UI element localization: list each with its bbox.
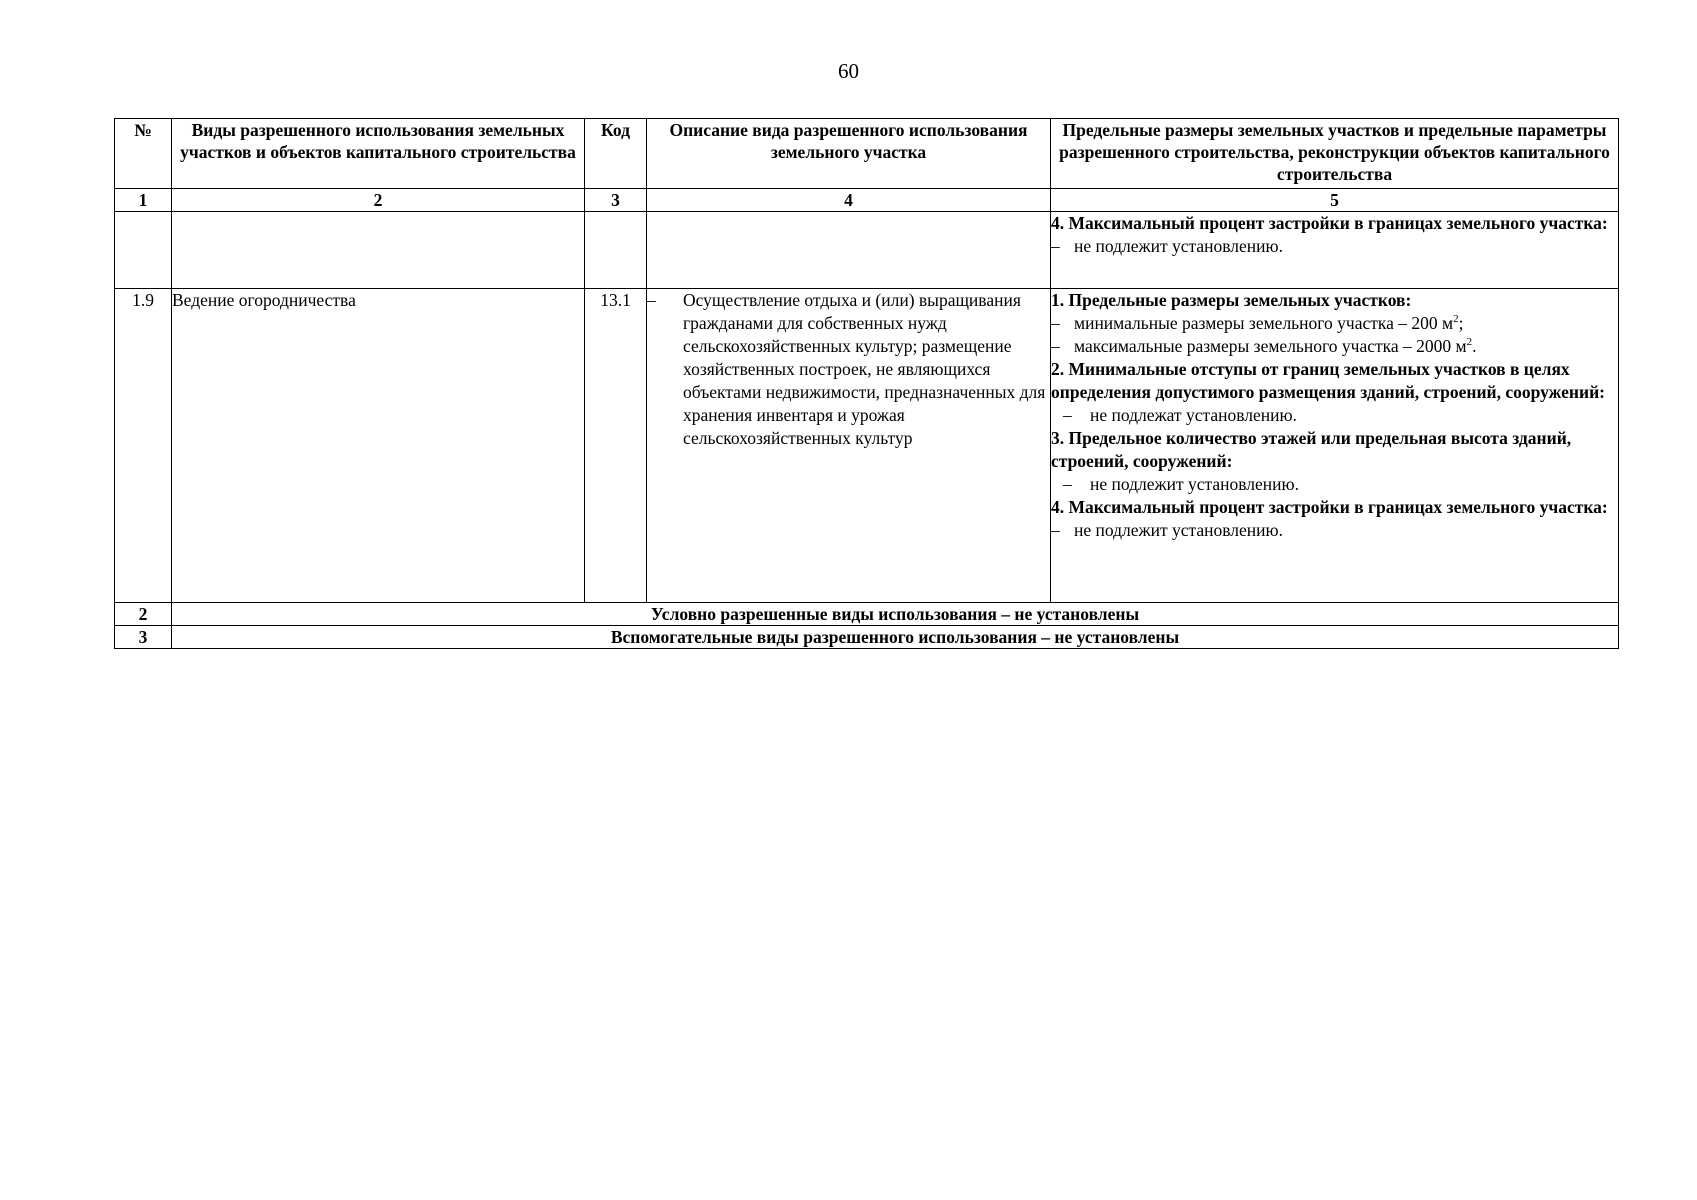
param-heading: 3. Предельное количество этажей или предельная высота зданий, строений, сооружений: [1051,428,1572,471]
param-heading: 4. Максимальный процент застройки в границах земельного участка: [1051,213,1608,233]
list-dash: – [647,290,656,310]
use-code: 13.1 [585,289,647,603]
param-heading: 4. Максимальный процент застройки в границах земельного участка: [1051,497,1608,517]
auxiliary-uses-text: Вспомогательные виды разрешенного использования – не установлены [172,626,1619,649]
column-number: 2 [172,189,585,212]
table-row-auxiliary-uses [115,626,1619,649]
row-number: 3 [115,626,172,649]
column-number: 4 [647,189,1051,212]
table-row-conditional-uses [115,603,1619,626]
param-item: – не подлежит установлению. [1051,236,1283,256]
empty-cell [172,212,585,289]
table-row-continuation [115,212,1619,289]
table-row [115,289,1619,603]
param-item: – минимальные размеры земельного участка – 200 $м^2$; [1051,313,1464,333]
use-type-name: Ведение огородничества [172,289,585,603]
header-use-type: Виды разрешенного использования земельных участков и объектов капитального строительства [172,119,585,189]
param-heading: 2. Минимальные отступы от границ земельных участков в целях определения допустимого размещения зданий, строений, сооружений: [1051,359,1605,402]
page-number: 60 [838,59,859,83]
parameters-cell [1051,212,1619,289]
header-number: № [115,119,172,189]
param-item: – максимальные размеры земельного участка – 2000 $м^2$. [1051,336,1477,356]
row-number: 2 [115,603,172,626]
permitted-use-table [114,118,1619,649]
conditional-uses-text: Условно разрешенные виды использования – не установлены [172,603,1619,626]
column-number-row [115,189,1619,212]
param-item: – не подлежат установлению. [1063,405,1297,425]
header-code: Код [585,119,647,189]
header-parameters: Предельные размеры земельных участков и предельные параметры разрешенного строительства, реконструкции объектов капитального строительства [1051,119,1619,189]
parameters-cell [1051,289,1619,603]
use-description [647,289,1051,603]
row-number: 1.9 [115,289,172,603]
column-number: 1 [115,189,172,212]
empty-cell [115,212,172,289]
column-number: 5 [1051,189,1619,212]
column-number: 3 [585,189,647,212]
param-heading: 1. Предельные размеры земельных участков: [1051,290,1412,310]
empty-cell [585,212,647,289]
description-text: Осуществление отдыха и (или) выращивания гражданами для собственных нужд сельскохозяйственных культур; размещение хозяйственных построек, не являющихся объектами недвижимости, предназначенных для хранения инвентаря и урожая сельскохозяйственных культур [683,290,1046,448]
param-item: – не подлежит установлению. [1051,520,1283,540]
param-item: – не подлежит установлению. [1063,474,1299,494]
empty-cell [647,212,1051,289]
table-header-row [115,119,1619,189]
header-description: Описание вида разрешенного использования земельного участка [647,119,1051,189]
